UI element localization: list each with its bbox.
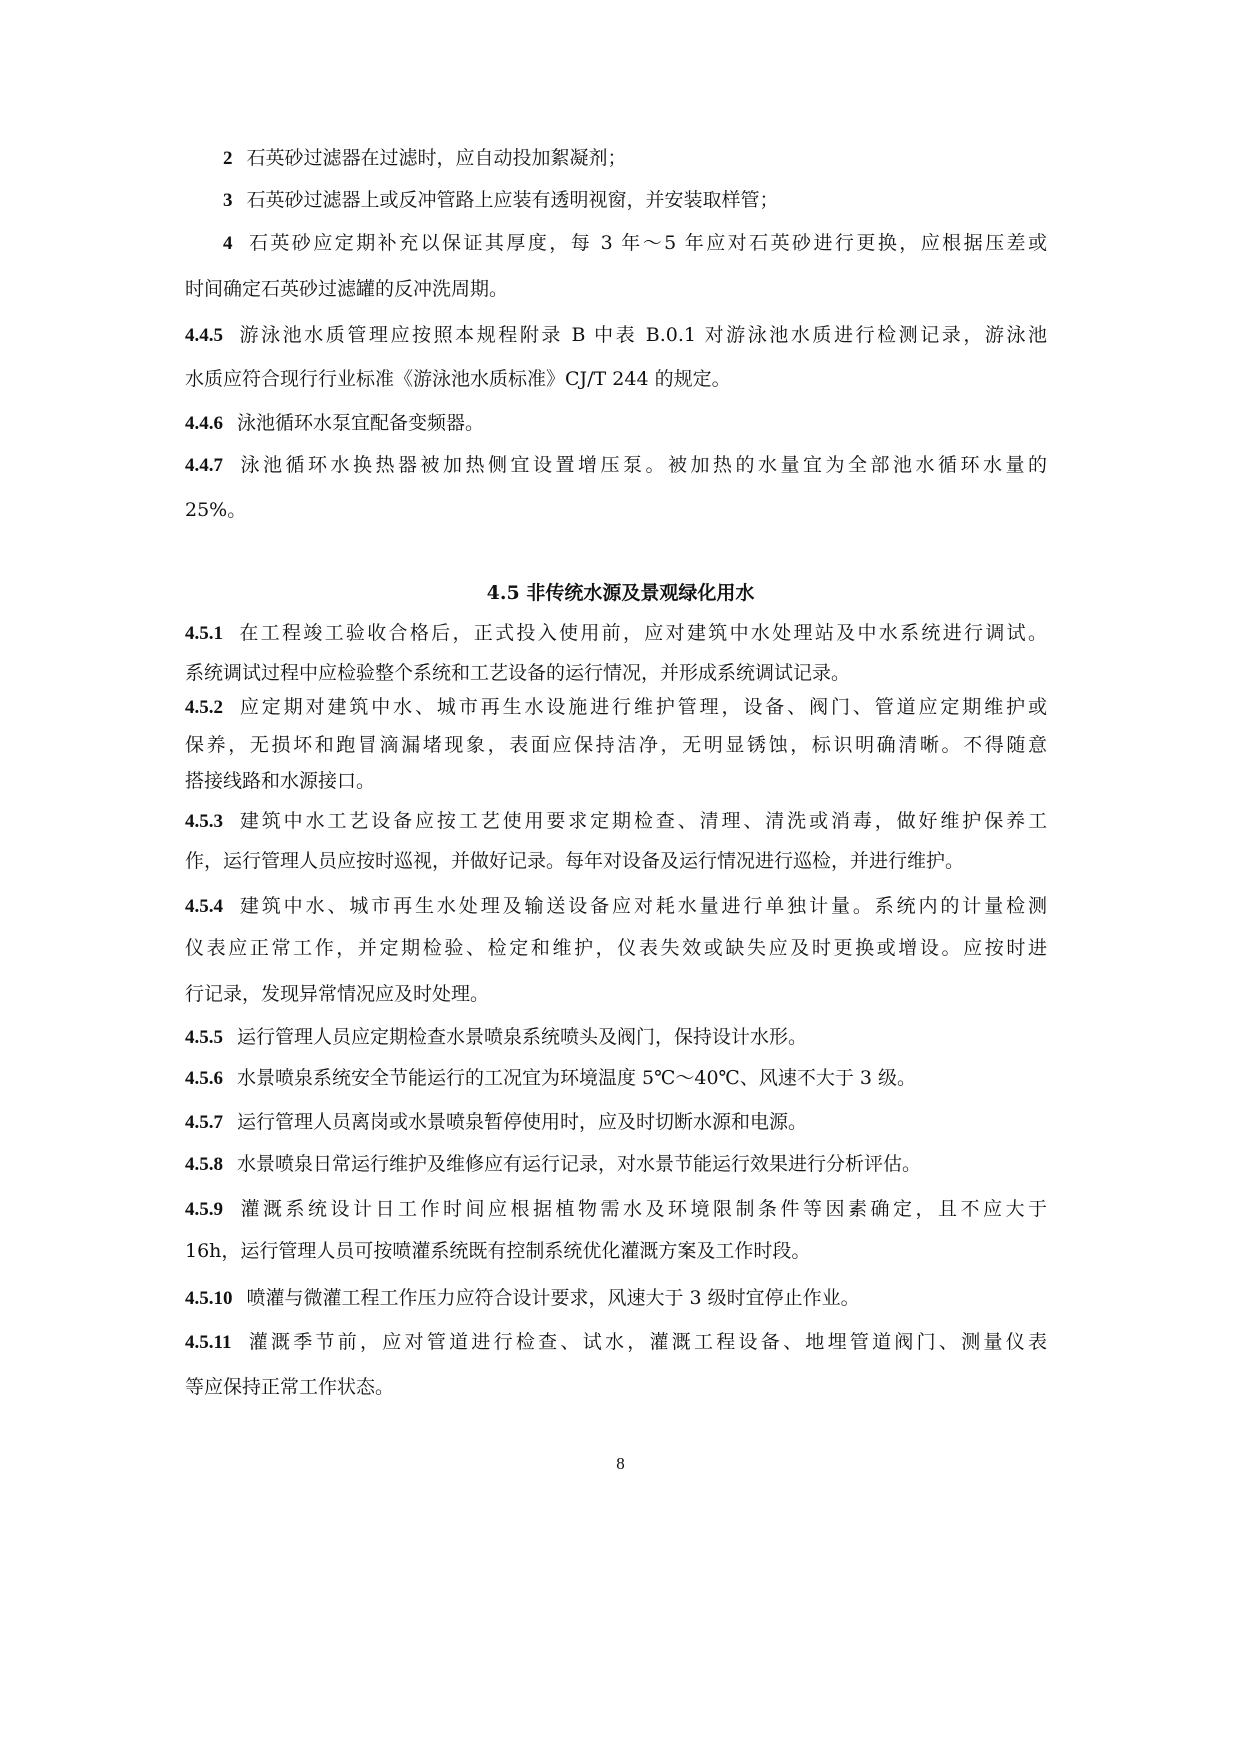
clause-continuation — [185, 732, 1047, 758]
section-heading: 4.5 非传统水源及景观绿化用水 — [486, 582, 755, 604]
clause-continuation — [185, 981, 1047, 1007]
clause-paragraph — [185, 808, 1047, 834]
clause-paragraph — [185, 410, 1047, 437]
clause-text: 搭接线路和水源接口。 — [185, 770, 376, 792]
clause-continuation — [185, 1238, 1047, 1264]
clause-number: 4.5.10 — [185, 1288, 233, 1309]
clause-number: 4.5.3 — [185, 811, 223, 832]
page-number: 8 — [616, 1454, 625, 1473]
clause-text: 泳池循环水换热器被加热侧宜设置增压泵。被加热的水量宜为全部池水循环水量的 — [237, 454, 1047, 476]
clause-continuation — [185, 848, 1047, 874]
clause-text: 运行管理人员应定期检查水景喷泉系统喷头及阀门，保持设计水形。 — [237, 1026, 808, 1048]
clause-continuation — [185, 276, 1047, 302]
clause-text: 仪表应正常工作，并定期检验、检定和维护，仪表失效或缺失应及时更换或增设。应按时进 — [185, 937, 1047, 959]
clause-paragraph — [185, 1196, 1047, 1222]
clause-text: 时间确定石英砂过滤罐的反冲洗周期。 — [185, 278, 509, 300]
clause-paragraph — [185, 1109, 1047, 1136]
clause-paragraph — [185, 1329, 1047, 1355]
clause-text: 应定期对建筑中水、城市再生水设施进行维护管理，设备、阀门、管道应定期维护或 — [237, 696, 1047, 718]
clause-text: 在工程竣工验收合格后，正式投入使用前，应对建筑中水处理站及中水系统进行调试。 — [237, 622, 1047, 644]
clause-text: 保养，无损坏和跑冒滴漏堵现象，表面应保持洁净，无明显锈蚀，标识明确清晰。不得随意 — [185, 734, 1047, 756]
clause-text: 游泳池水质管理应按照本规程附录 B 中表 B.0.1 对游泳池水质进行检测记录，游泳池 — [237, 324, 1047, 346]
clause-continuation — [185, 935, 1047, 961]
clause-text: 系统调试过程中应检验整个系统和工艺设备的运行情况，并形成系统调试记录。 — [185, 662, 851, 684]
clause-text: 行记录，发现异常情况应及时处理。 — [185, 983, 490, 1005]
clause-number: 4.4.7 — [185, 455, 223, 476]
clause-number: 4.5.9 — [185, 1199, 223, 1220]
clause-number: 4.5.5 — [185, 1027, 223, 1048]
clause-paragraph — [185, 322, 1047, 348]
clause-continuation — [185, 1374, 1047, 1400]
clause-text: 作，运行管理人员应按时巡视，并做好记录。每年对设备及运行情况进行巡检，并进行维护。 — [185, 850, 965, 872]
clause-number: 4.5.11 — [185, 1332, 232, 1353]
clause-number: 4 — [223, 233, 233, 254]
clause-text: 石英砂过滤器在过滤时，应自动投加絮凝剂； — [246, 147, 627, 169]
clause-paragraph — [185, 145, 1047, 172]
clause-text: 石英砂过滤器上或反冲管路上应装有透明视窗，并安装取样管； — [246, 189, 779, 211]
clause-paragraph — [185, 620, 1047, 646]
clause-number: 4.5.7 — [185, 1112, 223, 1133]
clause-text: 建筑中水工艺设备应按工艺使用要求定期检查、清理、清洗或消毒，做好维护保养工 — [237, 810, 1047, 832]
clause-number: 3 — [223, 190, 233, 211]
clause-number: 2 — [223, 148, 233, 169]
clause-text: 水景喷泉日常运行维护及维修应有运行记录，对水景节能运行效果进行分析评估。 — [237, 1153, 922, 1175]
clause-text: 灌溉系统设计日工作时间应根据植物需水及环境限制条件等因素确定，且不应大于 — [237, 1198, 1047, 1220]
clause-paragraph — [185, 1024, 1047, 1051]
clause-text: 等应保持正常工作状态。 — [185, 1376, 395, 1398]
clause-paragraph — [185, 230, 1047, 256]
clause-continuation — [185, 497, 1047, 523]
clause-text: 灌溉季节前，应对管道进行检查、试水，灌溉工程设备、地埋管道阀门、测量仪表 — [245, 1331, 1047, 1353]
clause-text: 水质应符合现行行业标准《游泳池水质标准》CJ/T 244 的规定。 — [185, 368, 731, 390]
clause-number: 4.5.4 — [185, 896, 223, 917]
clause-number: 4.5.2 — [185, 697, 223, 718]
clause-text: 石英砂应定期补充以保证其厚度，每 3 年～5 年应对石英砂进行更换，应根据压差或 — [246, 232, 1047, 254]
clause-text: 16h，运行管理人员可按喷灌系统既有控制系统优化灌溉方案及工作时段。 — [185, 1240, 811, 1262]
clause-number: 4.4.5 — [185, 325, 223, 346]
clause-paragraph — [185, 694, 1047, 720]
clause-number: 4.5.1 — [185, 623, 223, 644]
clause-text: 建筑中水、城市再生水处理及输送设备应对耗水量进行单独计量。系统内的计量检测 — [237, 895, 1047, 917]
clause-text: 水景喷泉系统安全节能运行的工况宜为环境温度 5℃～40℃、风速不大于 3 级。 — [237, 1067, 916, 1089]
clause-text: 25%。 — [185, 499, 247, 521]
clause-number: 4.5.8 — [185, 1154, 223, 1175]
clause-number: 4.4.6 — [185, 413, 223, 434]
clause-continuation — [185, 768, 1047, 794]
clause-continuation — [185, 366, 1047, 392]
clause-text: 运行管理人员离岗或水景喷泉暂停使用时，应及时切断水源和电源。 — [237, 1111, 808, 1133]
clause-number: 4.5.6 — [185, 1068, 223, 1089]
clause-paragraph — [185, 187, 1047, 214]
clause-continuation — [185, 660, 1047, 686]
clause-paragraph — [185, 1151, 1047, 1178]
clause-paragraph — [185, 452, 1047, 478]
clause-paragraph — [185, 1065, 1047, 1092]
clause-text: 泳池循环水泵宜配备变频器。 — [237, 412, 485, 434]
clause-paragraph — [185, 893, 1047, 919]
clause-paragraph — [185, 1285, 1047, 1312]
clause-text: 喷灌与微灌工程工作压力应符合设计要求，风速大于 3 级时宜停止作业。 — [246, 1287, 860, 1309]
